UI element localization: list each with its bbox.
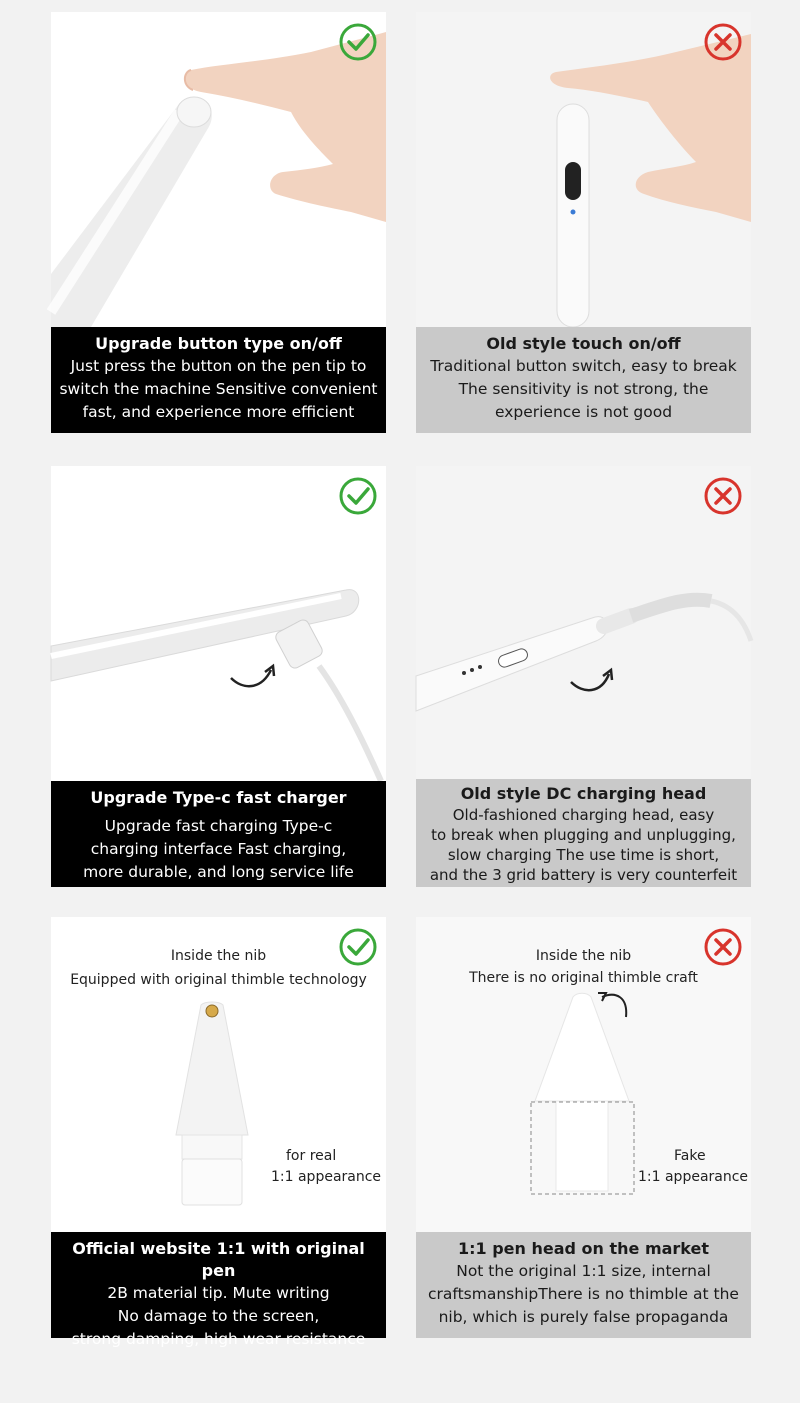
- caption-line: strong damping, high wear resistance: [71, 1330, 366, 1348]
- nib-subheading: There is no original thimble craft: [469, 970, 698, 986]
- nib-subheading: Equipped with original thimble technology: [70, 972, 367, 988]
- caption-line: Just press the button on the pen tip to: [70, 357, 367, 375]
- comparison-card-nib-original: [51, 917, 386, 1348]
- comparison-card-nib-fake: [416, 917, 751, 1338]
- caption: [51, 1232, 386, 1348]
- caption-line: Not the original 1:1 size, internal: [456, 1262, 711, 1280]
- comparison-card-dc-old: [416, 466, 751, 887]
- caption: [51, 781, 386, 887]
- caption-line: switch the machine Sensitive convenient: [59, 380, 378, 398]
- caption-line: Upgrade fast charging Type-c: [104, 817, 333, 835]
- cross-icon: [703, 476, 743, 516]
- side-label: 1:1 appearance: [271, 1169, 382, 1185]
- pen-button-photo: [51, 12, 386, 327]
- caption-line: more durable, and long service life: [83, 863, 354, 881]
- caption-line: and the 3 grid battery is very counterfeit: [429, 866, 738, 884]
- caption-title: Official website 1:1 with original pen: [72, 1239, 365, 1280]
- caption-line: experience is not good: [494, 403, 673, 421]
- caption: [416, 779, 751, 887]
- cross-icon: [703, 22, 743, 62]
- caption: [416, 1232, 751, 1338]
- comparison-card-button-upgrade: [51, 12, 386, 433]
- caption-line: slow charging The use time is short,: [447, 846, 720, 864]
- caption-line: fast, and experience more efficient: [82, 403, 355, 421]
- check-icon: [338, 22, 378, 62]
- caption-line: Traditional button switch, easy to break: [430, 357, 737, 375]
- nib-heading: Inside the nib: [170, 948, 267, 964]
- caption-line: nib, which is purely false propaganda: [438, 1308, 729, 1326]
- caption-line: No damage to the screen,: [117, 1307, 320, 1325]
- dc-charging-photo: [416, 466, 751, 781]
- caption-title: Old style DC charging head: [460, 784, 707, 803]
- caption-title: Upgrade button type on/off: [95, 334, 342, 353]
- caption-line: Old-fashioned charging head, easy: [452, 806, 715, 824]
- caption-line: charging interface Fast charging,: [90, 840, 347, 858]
- caption-line: to break when plugging and unplugging,: [431, 826, 736, 844]
- comparison-card-typec-upgrade: [51, 466, 386, 887]
- caption-title: Old style touch on/off: [486, 334, 681, 353]
- caption-title: Upgrade Type-c fast charger: [90, 788, 347, 807]
- side-label: 1:1 appearance: [638, 1169, 749, 1185]
- caption: [416, 327, 751, 433]
- pen-touch-photo: [416, 12, 751, 327]
- caption: [51, 327, 386, 433]
- caption-line: 2B material tip. Mute writing: [107, 1284, 330, 1302]
- side-label: Fake: [674, 1148, 706, 1164]
- caption-line: craftsmanshipThere is no thimble at the: [428, 1285, 739, 1303]
- typec-charging-photo: [51, 466, 386, 781]
- caption-title: 1:1 pen head on the market: [457, 1239, 710, 1258]
- check-icon: [338, 476, 378, 516]
- side-label: for real: [286, 1148, 337, 1164]
- nib-heading: Inside the nib: [535, 948, 632, 964]
- check-icon: [338, 927, 378, 967]
- cross-icon: [703, 927, 743, 967]
- caption-line: The sensitivity is not strong, the: [458, 380, 709, 398]
- comparison-card-touch-old: [416, 12, 751, 433]
